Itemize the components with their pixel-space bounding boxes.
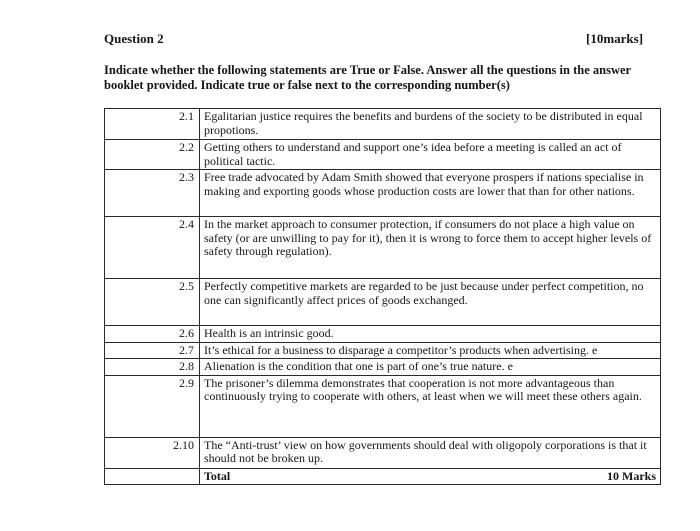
item-number: 2.7	[105, 342, 200, 359]
item-text: In the market approach to consumer protection, if consumers do not place a high value on safety (or are unwilling to pay for it), then it is wrong to force them to accept higher levels of safety through regulation).	[200, 217, 661, 279]
item-text: It’s ethical for a business to disparage a competitor’s products when advertising. e	[200, 342, 661, 359]
item-number: 2.3	[105, 170, 200, 217]
item-text: Free trade advocated by Adam Smith showed that everyone prospers if nations specialise in making and exporting goods whose production costs are lower that than for other nations.	[200, 170, 661, 217]
item-number: 2.1	[105, 109, 200, 140]
table-row	[105, 279, 661, 326]
item-number: 2.4	[105, 217, 200, 279]
total-row	[105, 468, 661, 485]
item-number: 2.9	[105, 375, 200, 437]
item-text: The “Anti-trust’ view on how governments should deal with oligopoly corporations is that it should not be broken up.	[200, 437, 661, 468]
total-cell	[200, 468, 661, 485]
item-number: 2.2	[105, 140, 200, 170]
total-value: 10 Marks	[607, 468, 656, 483]
table-row	[105, 140, 661, 170]
question-marks: [10marks]	[586, 31, 644, 46]
table-row	[105, 375, 661, 437]
item-text: Getting others to understand and support one’s idea before a meeting is called an act of political tactic.	[200, 140, 661, 170]
instructions: Indicate whether the following statements are True or False. Answer all the questions in the answer booklet provided. Indicate true or false next to the corresponding number(s)	[104, 63, 631, 92]
table-row	[105, 326, 661, 343]
item-text: The prisoner’s dilemma demonstrates that cooperation is not more advantageous than continuously trying to cooperate with others, at least when we will meet these others again.	[200, 375, 661, 437]
item-number: 2.6	[105, 326, 200, 343]
table-row	[105, 109, 661, 140]
total-label: Total	[204, 468, 231, 483]
item-text: Egalitarian justice requires the benefits and burdens of the society to be distributed in equal propotions.	[200, 109, 661, 140]
total-spacer	[105, 468, 200, 485]
table-row	[105, 217, 661, 279]
item-number: 2.8	[105, 359, 200, 376]
table-row	[105, 170, 661, 217]
table-row	[105, 342, 661, 359]
question-title: Question 2	[104, 31, 164, 46]
table-row	[105, 437, 661, 468]
item-text: Perfectly competitive markets are regarded to be just because under perfect competition, no one can significantly affect prices of goods exchanged.	[200, 279, 661, 326]
item-number: 2.10	[105, 437, 200, 468]
item-text: Alienation is the condition that one is part of one’s true nature. e	[200, 359, 661, 376]
item-number: 2.5	[105, 279, 200, 326]
statements-table	[104, 108, 661, 485]
item-text: Health is an intrinsic good.	[200, 326, 661, 343]
table-row	[105, 359, 661, 376]
